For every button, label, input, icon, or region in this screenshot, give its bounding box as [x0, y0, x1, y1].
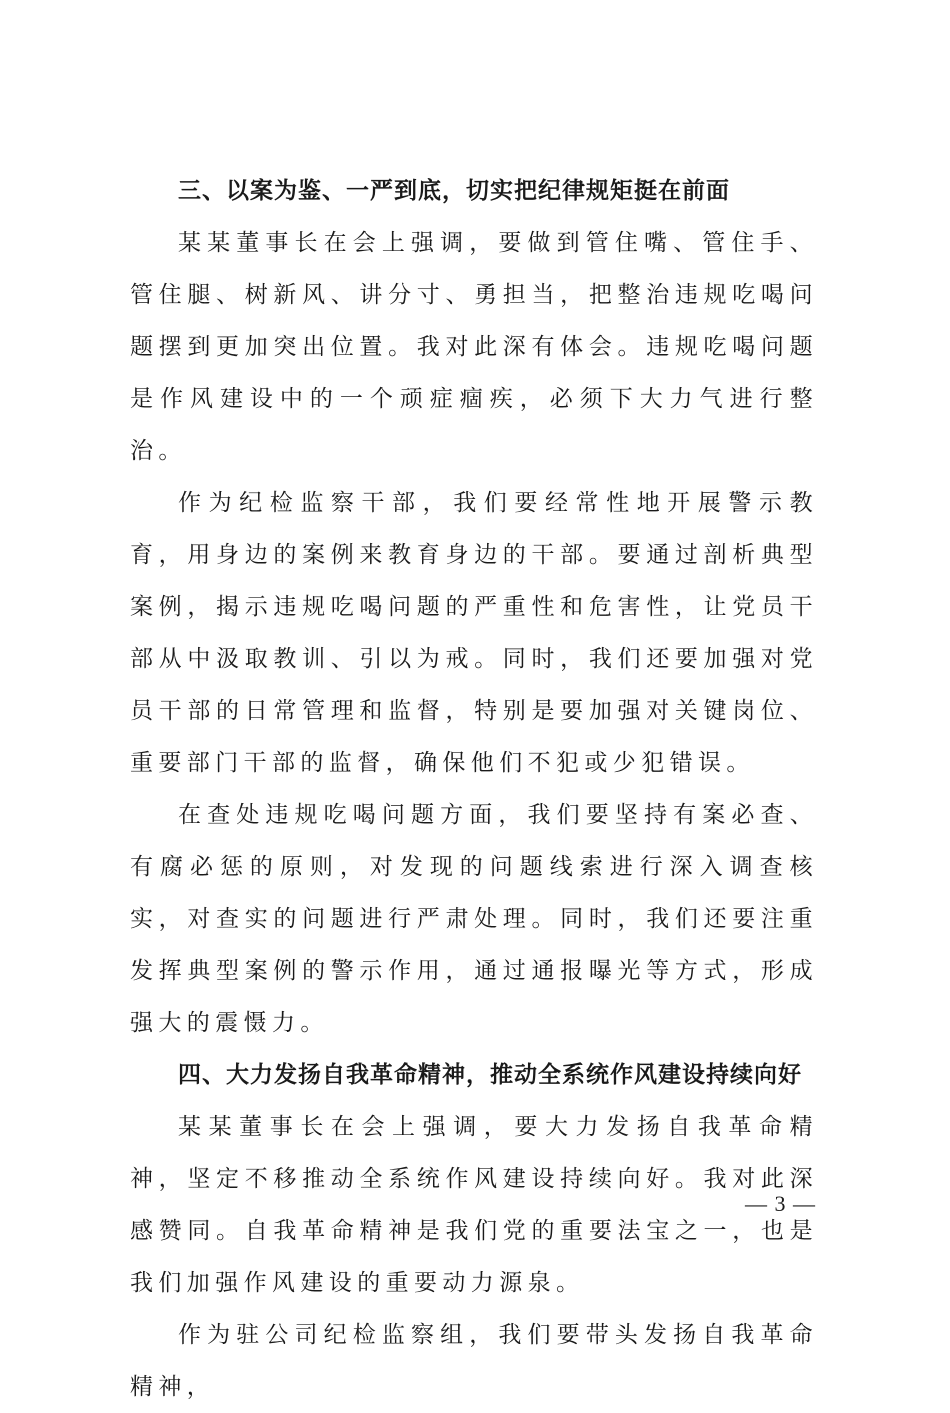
section-four: [130, 1049, 818, 1413]
body-paragraph: 某某董事长在会上强调，要做到管住嘴、管住手、管住腿、树新风、讲分寸、勇担当，把整治违规吃喝问题摆到更加突出位置。我对此深有体会。违规吃喝问题是作风建设中的一个顽症痼疾，必须下大力气进行整治。: [130, 230, 818, 464]
body-paragraph: 在查处违规吃喝问题方面，我们要坚持有案必查、有腐必惩的原则，对发现的问题线索进行深入调查核实，对查实的问题进行严肃处理。同时，我们还要注重发挥典型案例的警示作用，通过通报曝光等方式，形成强大的震慑力。: [130, 802, 818, 1036]
body-paragraph: 某某董事长在会上强调，要大力发扬自我革命精神，坚定不移推动全系统作风建设持续向好。我对此深感赞同。自我革命精神是我们党的重要法宝之一，也是我们加强作风建设的重要动力源泉。: [130, 1114, 818, 1296]
section-three: [130, 165, 818, 1049]
page-number: — 3 —: [745, 1191, 816, 1216]
body-paragraph: 作为驻公司纪检监察组，我们要带头发扬自我革命精神，: [130, 1322, 818, 1400]
section-heading: 四、大力发扬自我革命精神，推动全系统作风建设持续向好: [178, 1062, 802, 1088]
body-paragraph: 作为纪检监察干部，我们要经常性地开展警示教育，用身边的案例来教育身边的干部。要通过剖析典型案例，揭示违规吃喝问题的严重性和危害性，让党员干部从中汲取教训、引以为戒。同时，我们还要加强对党员干部的日常管理和监督，特别是要加强对关键岗位、重要部门干部的监督，确保他们不犯或少犯错误。: [130, 490, 818, 776]
section-heading: 三、以案为鉴、一严到底，切实把纪律规矩挺在前面: [178, 178, 730, 204]
document-body: [130, 165, 818, 1413]
